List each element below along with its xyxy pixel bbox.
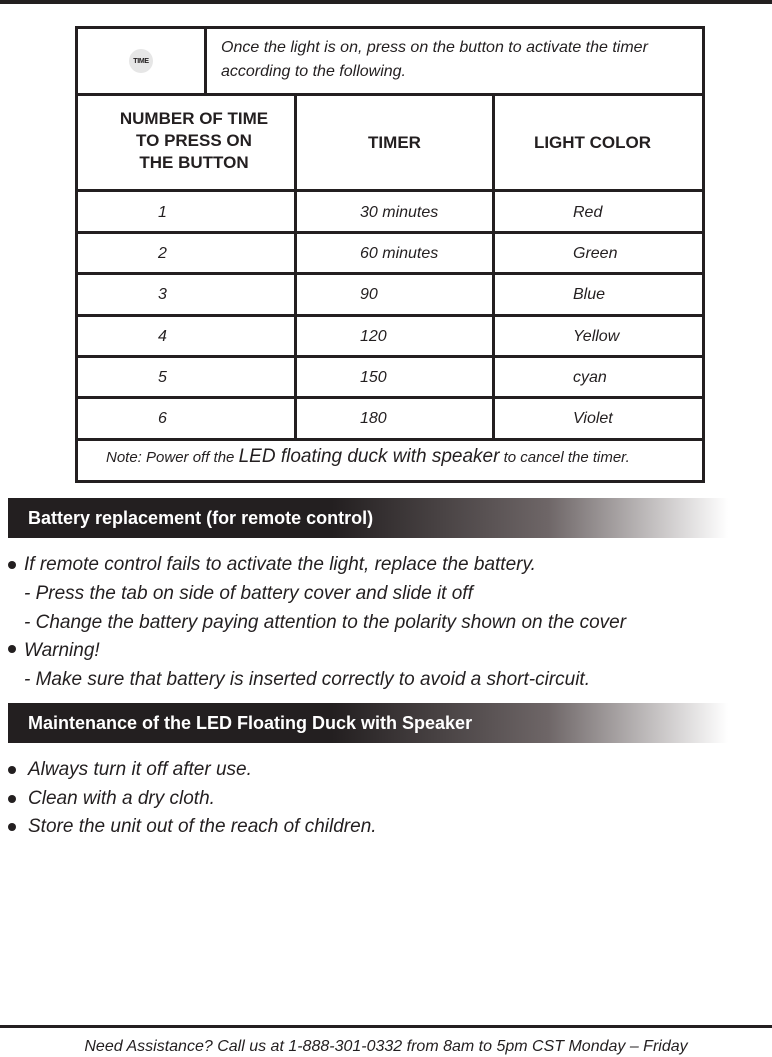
table-rule (78, 355, 702, 358)
cell-timer: 90 (360, 286, 378, 303)
header-presses-line: NUMBER OF TIME (119, 109, 269, 128)
intro-divider (204, 29, 207, 93)
note-product-name: LED floating duck with speaker (238, 446, 500, 467)
battery-section-title: Battery replacement (for remote control) (28, 508, 374, 528)
footer-contact: Need Assistance? Call us at 1-888-301-0332 from 8am to 5pm CST Monday – Friday (84, 1038, 688, 1055)
header-light-color: LIGHT COLOR (533, 133, 652, 152)
cell-timer: 180 (360, 410, 387, 427)
table-rule (78, 314, 702, 317)
bullet-icon (8, 561, 16, 569)
timer-note (106, 446, 630, 468)
timer-table (75, 26, 705, 483)
timer-button-icon (129, 49, 153, 73)
battery-section-header (8, 498, 728, 538)
table-rule (78, 438, 702, 441)
cell-timer: 120 (360, 328, 387, 345)
table-rule (78, 93, 702, 96)
warning-detail: - Make sure that battery is inserted correctly to avoid a short-circuit. (24, 669, 590, 690)
table-rule (78, 189, 702, 192)
cell-presses: 5 (158, 369, 167, 386)
bullet-icon (8, 823, 16, 831)
cell-timer: 150 (360, 369, 387, 386)
maintenance-section-header (8, 703, 728, 743)
maintenance-item: Store the unit out of the reach of children. (28, 816, 377, 837)
maintenance-section-title: Maintenance of the LED Floating Duck with Speaker (28, 713, 473, 733)
cell-timer: 30 minutes (360, 204, 439, 221)
battery-instruction: If remote control fails to activate the light, replace the battery. (24, 554, 536, 575)
cell-presses: 6 (158, 410, 167, 427)
note-suffix: to cancel the timer. (503, 449, 630, 466)
battery-step: - Change the battery paying attention to the polarity shown on the cover (24, 612, 627, 633)
cell-presses: 4 (158, 328, 167, 345)
battery-step: - Press the tab on side of battery cover and slide it off (24, 583, 473, 604)
cell-presses: 1 (158, 204, 167, 221)
cell-presses: 3 (158, 286, 167, 303)
cell-color: Red (573, 204, 603, 221)
cell-timer: 60 minutes (360, 245, 439, 262)
cell-color: Green (573, 245, 618, 262)
cell-color: Violet (573, 410, 613, 427)
cell-color: Yellow (573, 328, 620, 345)
timer-icon-label: TIME (133, 57, 149, 65)
header-timer: TIMER (368, 133, 421, 152)
top-rule (0, 0, 772, 4)
maintenance-item: Always turn it off after use. (28, 759, 252, 780)
header-presses-line: TO PRESS ON (136, 131, 252, 150)
note-prefix: Note: Power off the (106, 449, 235, 466)
table-rule (78, 231, 702, 234)
bottom-rule (0, 1025, 772, 1028)
header-presses-line: THE BUTTON (139, 153, 249, 172)
cell-color: Blue (573, 286, 606, 303)
warning-label: Warning! (24, 640, 100, 661)
bullet-icon (8, 766, 16, 774)
maintenance-item: Clean with a dry cloth. (28, 788, 215, 809)
header-presses (78, 108, 310, 174)
bullet-icon (8, 795, 16, 803)
cell-presses: 2 (158, 245, 167, 262)
cell-color: cyan (573, 369, 607, 386)
table-rule (78, 396, 702, 399)
table-rule (78, 272, 702, 275)
timer-intro-text: Once the light is on, press on the button to activate the timer according to the following. (221, 39, 648, 80)
bullet-icon (8, 645, 16, 653)
